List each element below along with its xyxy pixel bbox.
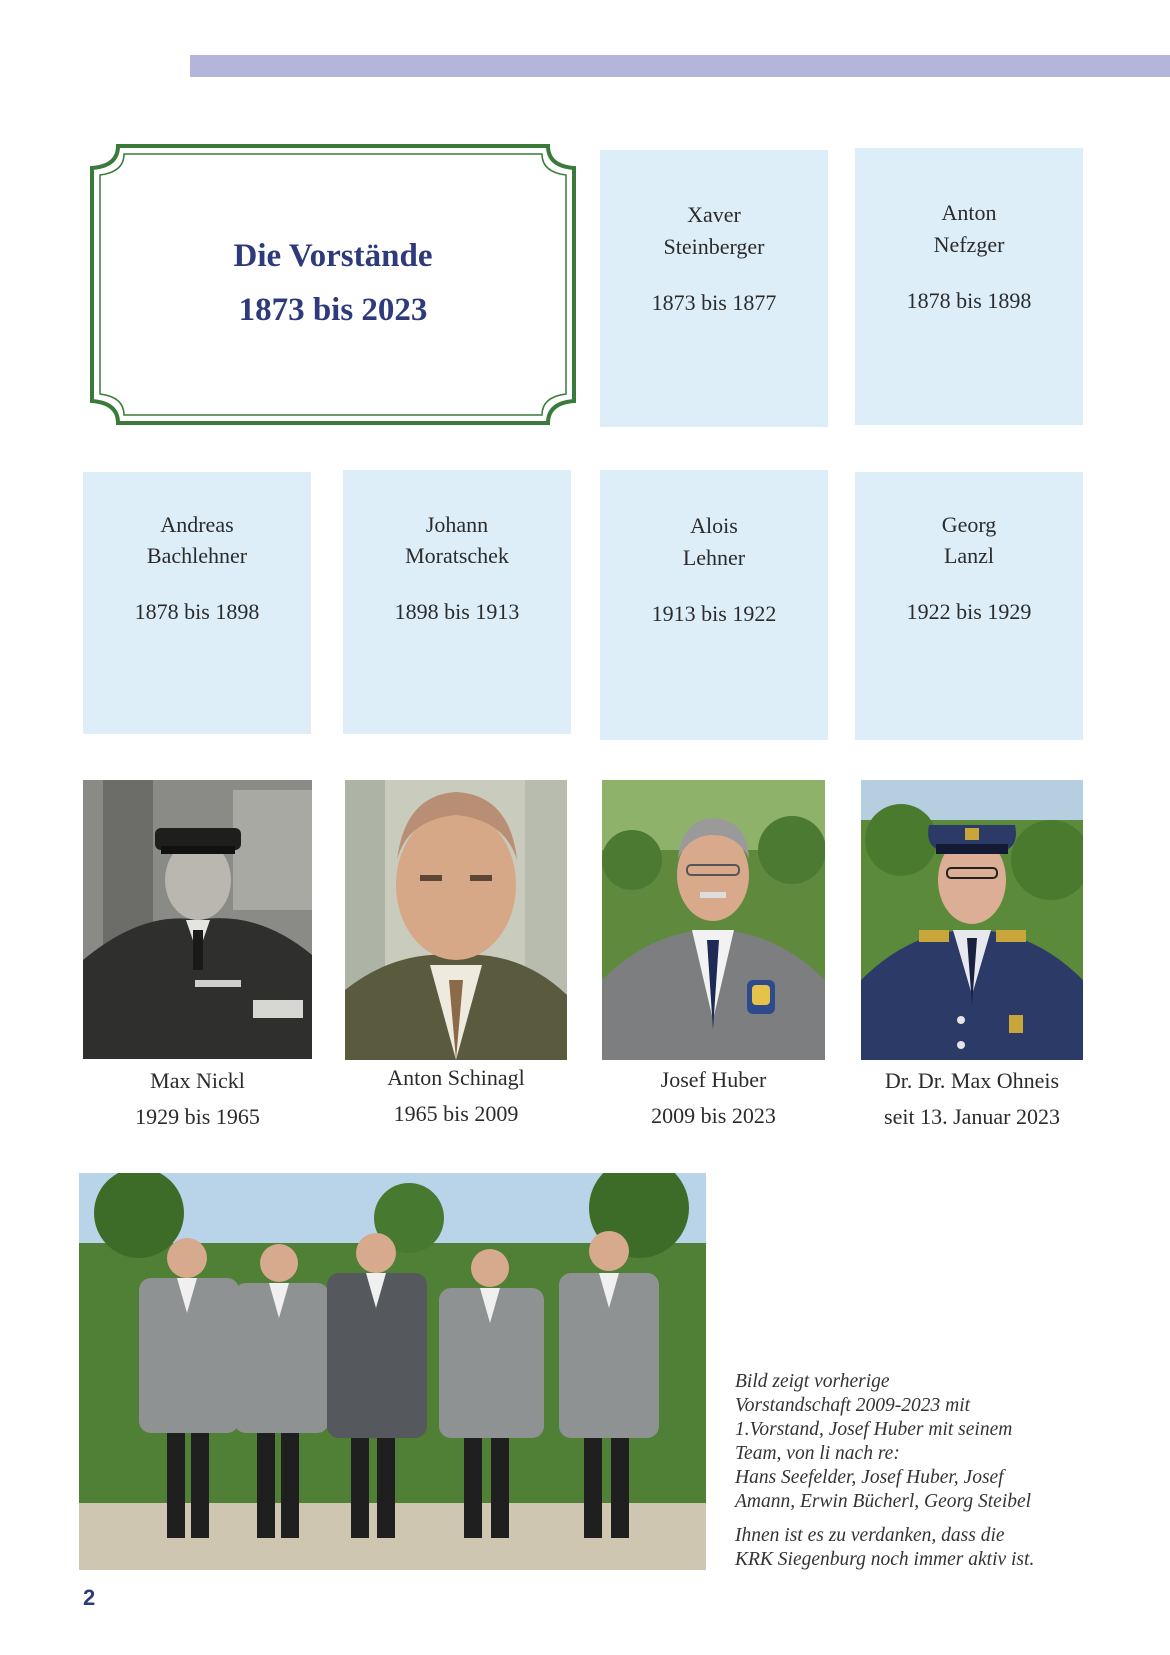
card-years: 1873 bis 1877 — [651, 290, 777, 315]
page-number: 2 — [83, 1585, 96, 1610]
note-line: Vorstandschaft 2009-2023 mit — [735, 1395, 971, 1416]
portrait-years: 1965 bis 2009 — [393, 1101, 519, 1126]
portrait-name: Anton Schinagl — [387, 1065, 525, 1090]
portrait-name: Josef Huber — [660, 1067, 767, 1092]
chairman-card — [600, 470, 828, 740]
portrait-years: seit 13. Januar 2023 — [884, 1104, 1060, 1129]
card-first-name: Georg — [941, 512, 997, 537]
card-years: 1898 bis 1913 — [394, 599, 520, 624]
chairman-card — [855, 472, 1083, 740]
note-closing-line: KRK Siegenburg noch immer aktiv ist. — [735, 1549, 1035, 1570]
card-last-name: Bachlehner — [146, 543, 248, 568]
portrait-years: 1929 bis 1965 — [135, 1104, 260, 1129]
note-line: Bild zeigt vorherige — [735, 1371, 890, 1392]
note-line: Hans Seefelder, Josef Huber, Josef — [735, 1467, 1004, 1488]
portrait-caption — [345, 1060, 567, 1132]
title-frame — [88, 142, 578, 427]
card-last-name: Lanzl — [943, 543, 995, 568]
card-last-name: Steinberger — [663, 234, 765, 259]
portrait-photo — [861, 780, 1083, 1060]
note-line: 1.Vorstand, Josef Huber mit seinem — [735, 1419, 1013, 1440]
chairman-card — [343, 470, 571, 734]
card-first-name: Andreas — [160, 512, 234, 537]
group-photo-note — [735, 1370, 1155, 1572]
card-last-name: Moratschek — [405, 543, 509, 568]
portrait-caption — [602, 1062, 825, 1134]
card-years: 1922 bis 1929 — [906, 599, 1032, 624]
portrait-photo — [83, 780, 312, 1059]
chairman-card — [83, 472, 311, 734]
group-photo — [79, 1173, 706, 1570]
card-years: 1878 bis 1898 — [906, 288, 1032, 313]
card-years: 1878 bis 1898 — [134, 599, 260, 624]
page-subtitle: 1873 bis 2023 — [238, 292, 428, 328]
note-line: Team, von li nach re: — [735, 1443, 900, 1464]
card-first-name: Alois — [690, 513, 738, 538]
card-first-name: Xaver — [687, 202, 741, 227]
note-line: Amann, Erwin Bücherl, Georg Steibel — [735, 1491, 1032, 1512]
page-title: Die Vorstände — [233, 238, 433, 274]
card-last-name: Lehner — [682, 545, 746, 570]
card-first-name: Johann — [425, 512, 489, 537]
card-first-name: Anton — [941, 200, 997, 225]
portrait-name: Dr. Dr. Max Ohneis — [884, 1068, 1060, 1093]
portrait-years: 2009 bis 2023 — [651, 1103, 776, 1128]
portrait-photo — [345, 780, 567, 1060]
note-closing-line: Ihnen ist es zu verdanken, dass die — [735, 1525, 1005, 1546]
chairman-card — [600, 150, 828, 427]
ornate-frame — [88, 142, 578, 427]
card-last-name: Nefzger — [933, 232, 1005, 257]
chairman-card — [855, 148, 1083, 425]
header-bar — [190, 55, 1170, 77]
portrait-photo — [602, 780, 825, 1060]
card-years: 1913 bis 1922 — [651, 601, 777, 626]
portrait-caption — [852, 1063, 1092, 1135]
portrait-name: Max Nickl — [150, 1068, 245, 1093]
portrait-caption — [83, 1063, 312, 1135]
